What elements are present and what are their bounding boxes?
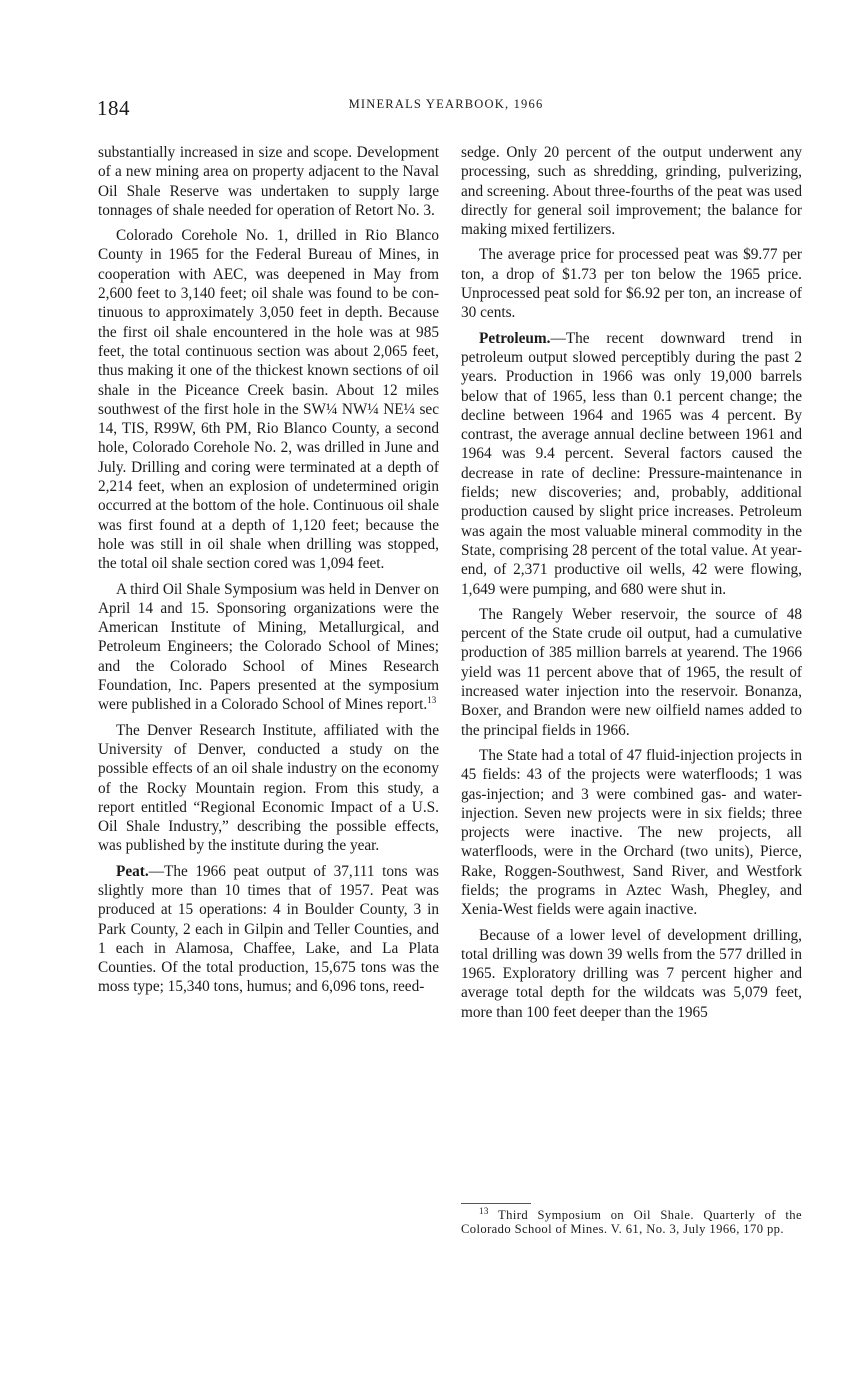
footnote-ref: 13	[427, 695, 437, 706]
paragraph: substantially increased in size and scope. Development of a new mining area on property adjacent to the Naval Oil Shale Reserve was undertaken to supply large tonnages of shale needed for operation of Retort No. 3.	[98, 144, 439, 219]
running-head: MINERALS YEARBOOK, 1966	[348, 97, 544, 111]
paragraph	[98, 580, 439, 715]
section-heading: Petroleum.	[479, 329, 551, 347]
paragraph: The Denver Research Institute, affiliated with the University of Denver, conducted a study on the possible effects of an oil shale industry on the economy of the Rocky Mountain region. From this study, a report entitled “Regional Economic Impact of a U.S. Oil Shale Industry,” describing the possible effects, was published by the institute during the year.	[98, 721, 439, 855]
paragraph-text: —The 1966 peat output of 37,111 tons was slightly more than 10 times that of 1957. Peat was produced at 15 operations: 4 in Boulder County, 3 in Park County, 2 each in Gilpin and Teller Counties, and 1 each in Alamosa, Chaffee, Lake, and La Plata Counties. Of the total production, 15,675 tons was the moss type; 15,340 tons, humus; and 6,096 tons, reed-	[98, 862, 439, 996]
paragraph: Colorado Corehole No. 1, drilled in Rio Blanco County in 1965 for the Federal Bureau of Mines, in cooperation with AEC, was deepened in May from 2,600 feet to 3,140 feet; oil shale was found to be continuous to approximately 3,050 feet in depth. Because the first oil shale encountered in the hole was at 985 feet, the total continuous section was about 2,065 feet, thus making it one of the thickest known sections of oil shale in the Piceance Creek basin. About 12 miles southwest of the first hole in the SW¼ NW¼ NE¼ sec 14, TIS, R99W, 6th PM, Rio Blanco County, a second hole, Colorado Corehole No. 2, was drilled in June and July. Drilling and coring were terminated at a depth of 2,214 feet, when an explosion of undetermined origin occurred at the bottom of the hole. Continuous oil shale was first found at a depth of 1,120 feet; because the hole was still in oil shale when drilling was stopped, the total oil shale section cored was 1,094 feet.	[98, 227, 439, 573]
left-column	[98, 143, 439, 1003]
footnote-rule	[461, 1203, 531, 1204]
paragraph	[98, 862, 439, 997]
paragraph	[461, 329, 802, 599]
paragraph: The Rangely Weber reservoir, the source of 48 percent of the State crude oil output, had a cumulative production of 385 million barrels at yearend. The 1966 yield was 11 percent above that of 1965, the result of increased water injection into the reservoir. Bonanza, Boxer, and Brandon were new oilfield names added to the principal fields in 1966.	[461, 605, 802, 739]
section-heading: Peat.	[116, 862, 149, 880]
page-number: 184	[97, 96, 130, 120]
paragraph-text: A third Oil Shale Symposium was held in Denver on April 14 and 15. Sponsoring organizations were the American Institute of Mining, Metallurgical, and Petroleum Engineers; the Colorado School of Mines; and the Colorado School of Mines Research Foundation, Inc. Papers presented at the symposium were published in a Colorado School of Mines report.	[98, 580, 439, 714]
paragraph: sedge. Only 20 percent of the output underwent any processing, such as shredding, grinding, pulverizing, and screening. About three-fourths of the peat was used directly for general soil improvement; the balance for making mixed fertilizers.	[461, 144, 802, 239]
paragraph: The State had a total of 47 fluid-injection projects in 45 fields: 43 of the projects were waterfloods; 1 was gas-injection; and 3 were combined gas- and water-injection. Seven new projects were in six fields; three projects were inactive. The new projects, all waterfloods, were in the Orchard (two units), Pierce, Rake, Roggen-Southwest, Sand River, and Westfork fields; the programs in Aztec Wash, Phegley, and Xenia-West fields were again inactive.	[461, 746, 802, 919]
paragraph-text: —The recent downward trend in petroleum output slowed perceptibly during the past 2 years. Production in 1966 was only 19,000 barrels below that of 1965, less than 0.1 percent change; the decline between 1964 and 1965 was 4 percent. By contrast, the average annual decline between 1961 and 1964 was 9.4 percent. Several factors caused the decrease in rate of decline: Pressure-maintenance in fields; new discoveries; and, probably, additional production caused by slight price increases. Petroleum was again the most valuable mineral commodity in the State, comprising 28 percent of the total value. At yearend, of 2,371 productive oil wells, 42 were flowing, 1,649 were pumping, and 680 were shut in.	[461, 329, 802, 598]
footnote-number: 13	[479, 1205, 489, 1216]
right-column	[461, 143, 802, 1028]
footnote-text: Third Symposium on Oil Shale. Quarterly of the Colorado School of Mines. V. 61, No. 3, July 1966, 170 pp.	[461, 1208, 802, 1236]
paragraph: The average price for processed peat was $9.77 per ton, a drop of $1.73 per ton below the 1965 price. Unprocessed peat sold for $6.92 per ton, an increase of 30 cents.	[461, 246, 802, 322]
paragraph: Because of a lower level of development drilling, total drilling was down 39 wells from the 577 drilled in 1965. Exploratory drilling was 7 percent higher and average total depth for the wildcats was 5,079 feet, more than 100 feet deeper than the 1965	[461, 926, 802, 1021]
footnote	[461, 1205, 802, 1236]
